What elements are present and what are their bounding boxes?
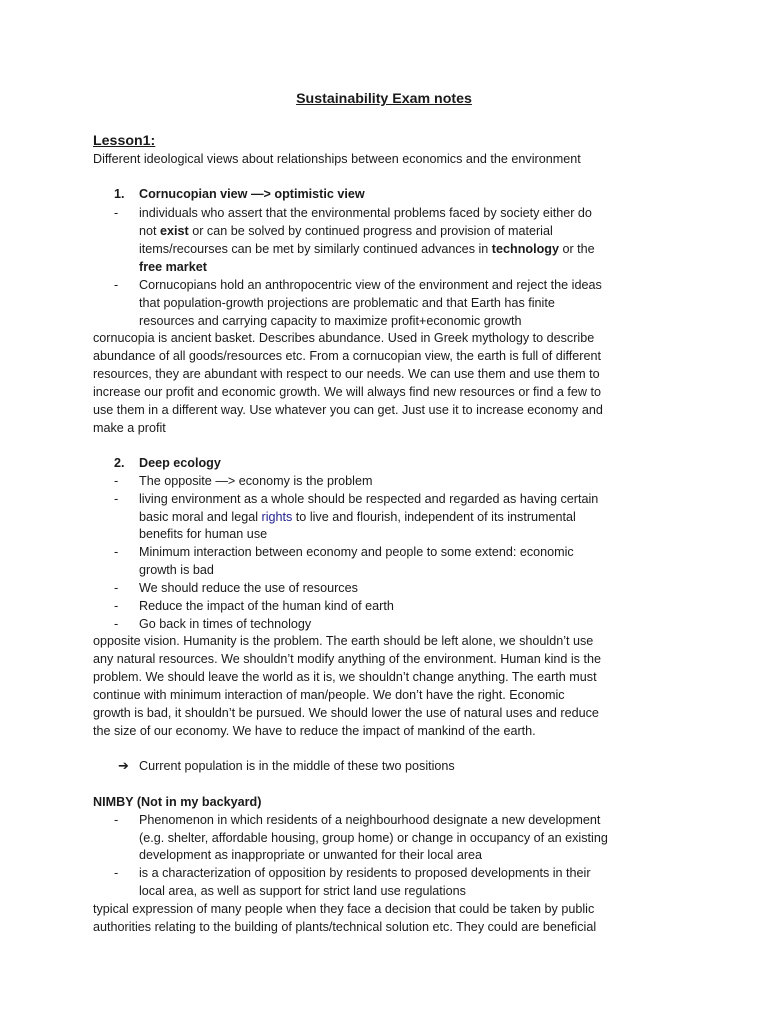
section-heading-deep-ecology: Deep ecology [139, 456, 221, 470]
bullet-text: (e.g. shelter, affordable housing, group home) or change in occupancy of an existing [139, 831, 608, 845]
bullet-dash: - [114, 206, 119, 220]
paragraph-line: the size of our economy. We have to reduce the impact of mankind of the earth. [93, 724, 536, 738]
arrow-point-text: Current population is in the middle of these two positions [139, 759, 455, 773]
bullet-dash: - [114, 545, 119, 559]
paragraph-line: increase our profit and economic growth. We will always find new resources or find a few to [93, 385, 601, 399]
paragraph-line: any natural resources. We shouldn’t modify anything of the environment. Human kind is the [93, 652, 601, 666]
arrow-icon: ➔ [118, 758, 129, 773]
section-heading-nimby: NIMBY (Not in my backyard) [93, 795, 262, 809]
bullet-dash: - [114, 599, 119, 613]
bold-term: technology [491, 242, 559, 256]
paragraph-line: use them in a different way. Use whatever you can get. Just use it to increase economy and [93, 403, 603, 417]
bullet-text: free market [139, 260, 207, 274]
section-number: 1. [114, 187, 125, 201]
paragraph-line: make a profit [93, 421, 166, 435]
bullet-text: Cornucopians hold an anthropocentric view of the environment and reject the ideas [139, 278, 602, 292]
paragraph-line: authorities relating to the building of plants/technical solution etc. They could are beneficial [93, 920, 597, 934]
rights-link[interactable]: rights [261, 510, 293, 524]
bullet-text: that population-growth projections are problematic and that Earth has finite [139, 296, 555, 310]
paragraph-line: opposite vision. Humanity is the problem. The earth should be left alone, we shouldn’t use [93, 634, 594, 648]
bullet-dash: - [114, 278, 119, 292]
lesson-heading: Lesson1: [93, 133, 156, 149]
bullet-text: basic moral and legal rights to live and flourish, independent of its instrumental [139, 510, 576, 524]
bullet-dash: - [114, 813, 119, 827]
bullet-text: local area, as well as support for strict land use regulations [139, 884, 466, 898]
bullet-dash: - [114, 492, 119, 506]
bullet-text: living environment as a whole should be respected and regarded as having certain [139, 492, 599, 506]
bullet-text: We should reduce the use of resources [139, 581, 358, 595]
bullet-text: Go back in times of technology [139, 617, 312, 631]
paragraph-line: growth is bad, it shouldn’t be pursued. We should lower the use of natural uses and reduce [93, 706, 599, 720]
bullet-dash: - [114, 474, 119, 488]
bullet-text: items/recourses can be met by similarly continued advances in technology or the [139, 242, 595, 256]
bullet-text: growth is bad [139, 563, 214, 577]
paragraph-line: typical expression of many people when they face a decision that could be taken by public [93, 902, 595, 916]
paragraph-line: cornucopia is ancient basket. Describes abundance. Used in Greek mythology to describe [93, 331, 595, 345]
section-number: 2. [114, 456, 125, 470]
bullet-text: Reduce the impact of the human kind of earth [139, 599, 394, 613]
section-heading-cornucopian: Cornucopian view —> optimistic view [139, 187, 365, 201]
bold-term: exist [160, 224, 189, 238]
bullet-text: The opposite —> economy is the problem [139, 474, 373, 488]
paragraph-line: continue with minimum interaction of man/people. We don’t have the right. Economic [93, 688, 565, 702]
bullet-dash: - [114, 617, 119, 631]
paragraph-line: abundance of all goods/resources etc. From a cornucopian view, the earth is full of different [93, 349, 602, 363]
bullet-text: individuals who assert that the environmental problems faced by society either do [139, 206, 592, 220]
bullet-text: not exist or can be solved by continued progress and provision of material [139, 224, 553, 238]
bullet-text: development as inappropriate or unwanted for their local area [139, 848, 483, 862]
bullet-text: Phenomenon in which residents of a neighbourhood designate a new development [139, 813, 601, 827]
intro-text: Different ideological views about relationships between economics and the environment [93, 152, 581, 166]
document-title: Sustainability Exam notes [296, 91, 472, 107]
bullet-text: Minimum interaction between economy and people to some extend: economic [139, 545, 574, 559]
paragraph-line: problem. We should leave the world as it is, we shouldn’t change anything. The earth must [93, 670, 597, 684]
bullet-text: benefits for human use [139, 527, 268, 541]
paragraph-line: resources, they are abundant with respect to our needs. We can use them and use them to [93, 367, 600, 381]
bullet-dash: - [114, 866, 119, 880]
bullet-text: resources and carrying capacity to maximize profit+economic growth [139, 314, 522, 328]
bullet-text: is a characterization of opposition by residents to proposed developments in their [139, 866, 591, 880]
bullet-dash: - [114, 581, 119, 595]
